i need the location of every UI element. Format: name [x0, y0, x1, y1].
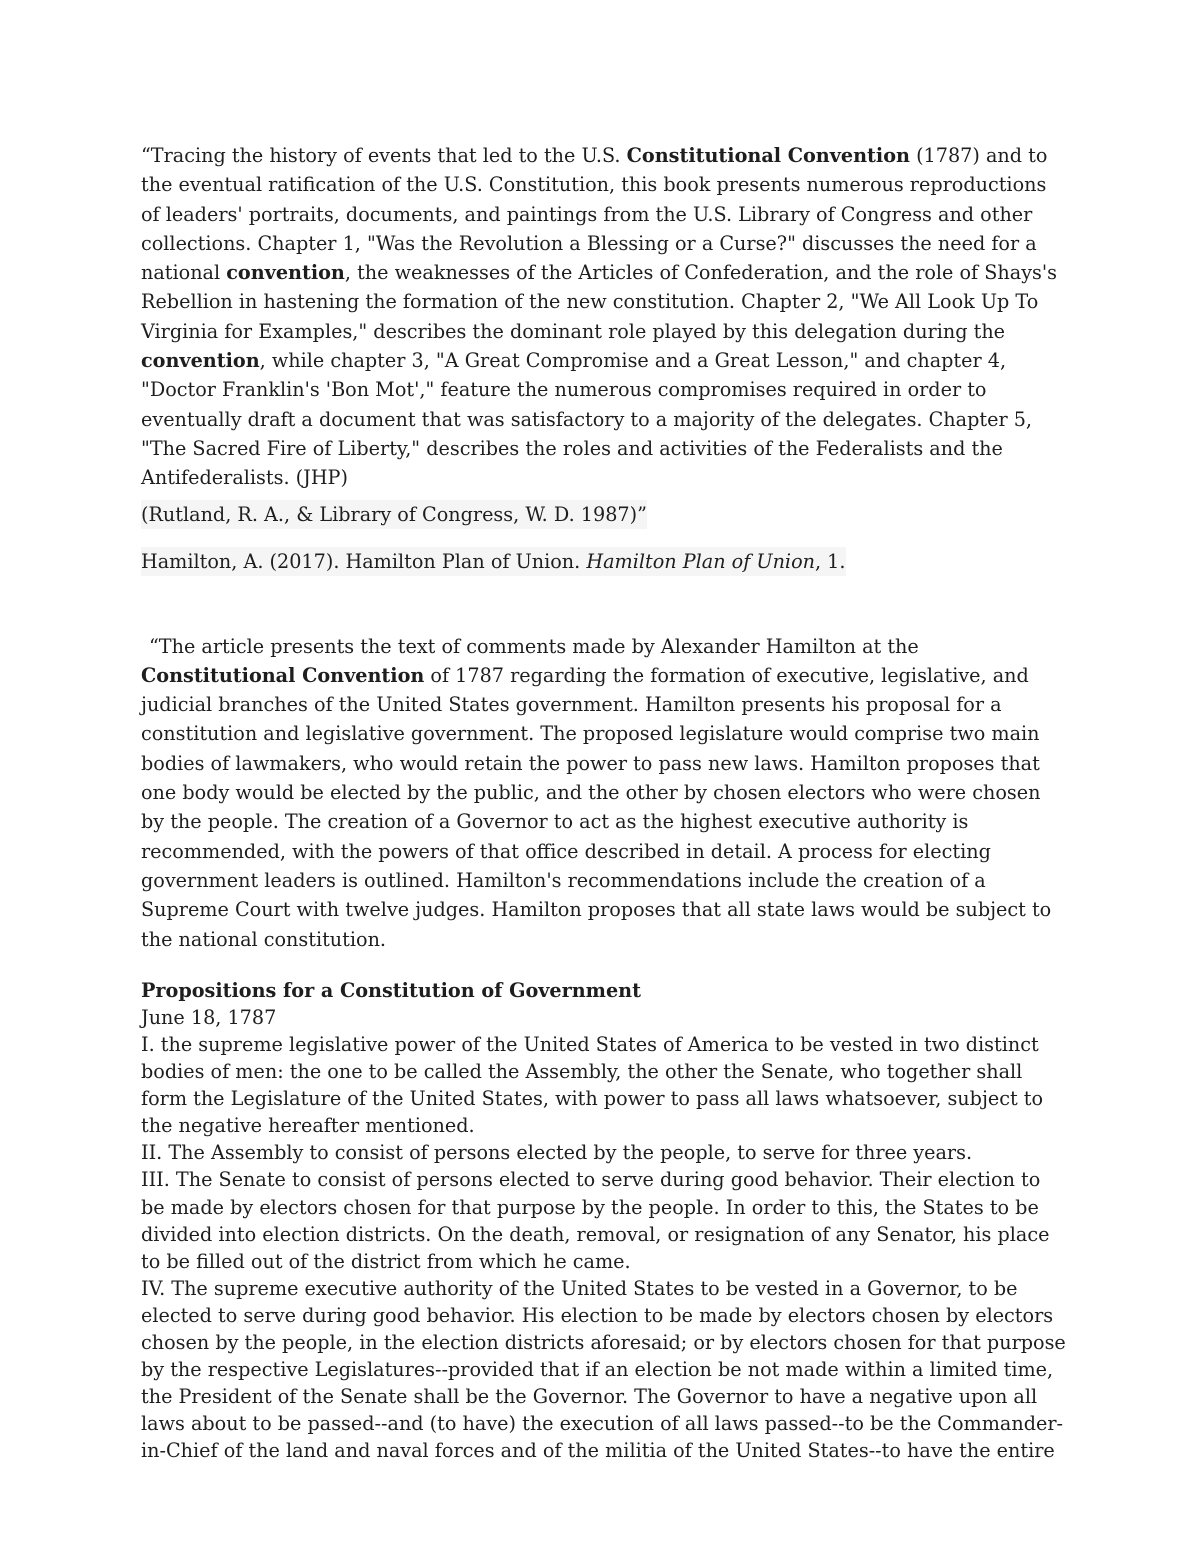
citation-text: Hamilton, A. (2017). Hamilton Plan of Union.	[141, 549, 587, 573]
article-summary-paragraph	[141, 632, 1066, 954]
citation-rutland: (Rutland, R. A., & Library of Congress, W. D. 1987)”	[141, 500, 647, 529]
document-page	[141, 141, 1066, 1465]
proposition-item: IV. The supreme executive authority of the United States to be vested in a Governor, to be elected to serve during good behavior. His election to be made by electors chosen by electors chosen by the people, in the election districts aforesaid; or by electors chosen for that purpose by the respective Legislatures--provided that if an election be not made within a limited time, the President of the Senate shall be the Governor. The Governor to have a negative upon all laws about to be passed--and (to have) the execution of all laws passed--to be the Commander-in-Chief of the land and naval forces and of the militia of the United States--to have the entire	[141, 1276, 1066, 1463]
summary-text: , while chapter 3, "A Great Compromise and a Great Lesson," and chapter 4, "Doctor Franklin's 'Bon Mot'," feature the numerous compromises required in order to eventually draft a document that was satisfactory to a majority of the delegates. Chapter 5, "The Sacred Fire of Liberty," describes the roles and activities of the Federalists and the Antifederalists. (JHP)	[141, 349, 1033, 490]
propositions-document	[141, 977, 1066, 1465]
bold-term: Constitutional Convention	[626, 144, 910, 167]
citation-journal: Hamilton Plan of Union	[586, 549, 815, 573]
summary-text: “Tracing the history of events that led to the U.S.	[141, 144, 627, 167]
book-summary-paragraph	[141, 141, 1066, 493]
summary-text: (1787) and to the eventual ratification of the U.S. Constitution, this book presents numerous reproductions of leaders' portraits, documents, and paintings from the U.S. Library of Congress and other collections. Chapter 1, "Was the Revolution a Blessing or a Curse?" discusses the need for a national	[141, 144, 1048, 285]
citation-rutland-block	[141, 500, 1066, 529]
proposition-item: I. the supreme legislative power of the United States of America to be vested in two distinct bodies of men: the one to be called the Assembly, the other the Senate, who together shall form the Legislature of the United States, with power to pass all laws whatsoever, subject to the negative hereafter mentioned.	[141, 1033, 1044, 1138]
bold-term: convention	[141, 349, 260, 373]
citation-text: , 1.	[814, 549, 846, 573]
document-date: June 18, 1787	[141, 1005, 277, 1029]
citation-hamilton-block	[141, 547, 1066, 576]
proposition-item: III. The Senate to consist of persons elected to serve during good behavior. Their election to be made by electors chosen for that purpose by the people. In order to this, the States to be divided into election districts. On the death, removal, or resignation of any Senator, his place to be filled out of the district from which he came.	[141, 1168, 1050, 1273]
summary-text: of 1787 regarding the formation of executive, legislative, and judicial branches of the United States government. Hamilton presents his proposal for a constitution and legislative government. The proposed legislature would comprise two main bodies of lawmakers, who would retain the power to pass new laws. Hamilton proposes that one body would be elected by the public, and the other by chosen electors who were chosen by the people. The creation of a Governor to act as the highest executive authority is recommended, with the powers of that office described in detail. A process for electing government leaders is outlined. Hamilton's recommendations include the creation of a Supreme Court with twelve judges. Hamilton proposes that all state laws would be subject to the national constitution.	[141, 663, 1052, 951]
bold-term: Constitutional Convention	[141, 663, 425, 687]
summary-text: “The article presents the text of comments made by Alexander Hamilton at the	[149, 634, 919, 658]
document-title: Propositions for a Constitution of Government	[141, 978, 641, 1002]
summary-text: , the weaknesses of the Articles of Confederation, and the role of Shays's Rebellion in hastening the formation of the new constitution. Chapter 2, "We All Look Up To Virginia for Examples," describes the dominant role played by this delegation during the	[141, 261, 1058, 343]
bold-term: convention	[226, 261, 345, 285]
proposition-item: II. The Assembly to consist of persons elected by the people, to serve for three years.	[141, 1141, 973, 1165]
citation-hamilton	[141, 547, 846, 576]
